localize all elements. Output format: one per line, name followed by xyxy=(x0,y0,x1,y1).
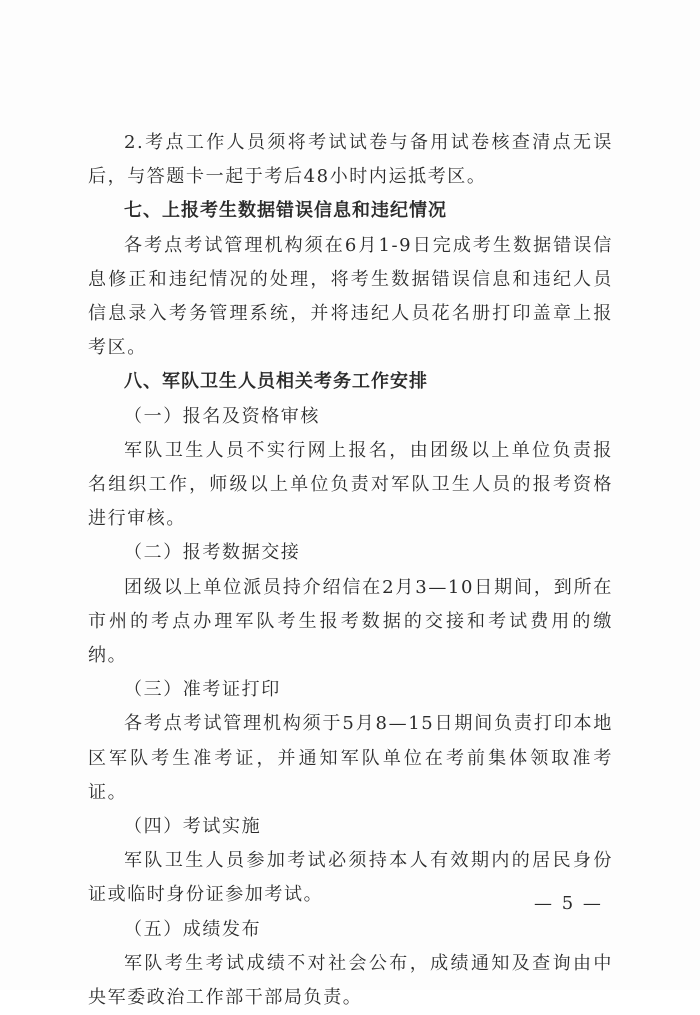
para-8-2: 团级以上单位派员持介绍信在2月3—10日期间，到所在市州的考点办理军队考生报考数据的交接和考试费用的缴纳。 xyxy=(88,576,613,667)
subheading-8-4: （四）考试实施 xyxy=(124,816,262,838)
document-body xyxy=(88,126,613,1015)
subheading-8-3: （三）准考证打印 xyxy=(124,679,281,701)
para-8-1: 军队卫生人员不实行网上报名，由团级以上单位负责报名组织工作，师级以上单位负责对军队卫生人员的报考资格进行审核。 xyxy=(88,439,613,530)
subheading-8-5: （五）成绩发布 xyxy=(124,918,262,940)
para-section-7: 各考点考试管理机构须在6月1-9日完成考生数据错误信息修正和违纪情况的处理，将考生数据错误信息和违纪人员信息录入考务管理系统，并将违纪人员花名册打印盖章上报考区。 xyxy=(88,234,613,359)
para-item-2: 2.考点工作人员须将考试试卷与备用试卷核查清点无误后，与答题卡一起于考后48小时内运抵考区。 xyxy=(88,132,613,188)
page-number: — 5 — xyxy=(534,893,603,914)
para-8-4: 军队卫生人员参加考试必须持本人有效期内的居民身份证或临时身份证参加考试。 xyxy=(88,850,613,906)
subheading-8-1: （一）报名及资格审核 xyxy=(124,405,320,427)
para-8-3: 各考点考试管理机构须于5月8—15日期间负责打印本地区军队考生准考证，并通知军队单位在考前集体领取准考证。 xyxy=(88,713,613,803)
para-8-5: 军队考生考试成绩不对社会公布，成绩通知及查询由中央军委政治工作部干部局负责。 xyxy=(88,952,613,1009)
heading-section-7: 七、上报考生数据错误信息和违纪情况 xyxy=(124,200,447,222)
heading-section-8: 八、军队卫生人员相关考务工作安排 xyxy=(124,371,428,393)
subheading-8-2: （二）报考数据交接 xyxy=(124,542,301,564)
